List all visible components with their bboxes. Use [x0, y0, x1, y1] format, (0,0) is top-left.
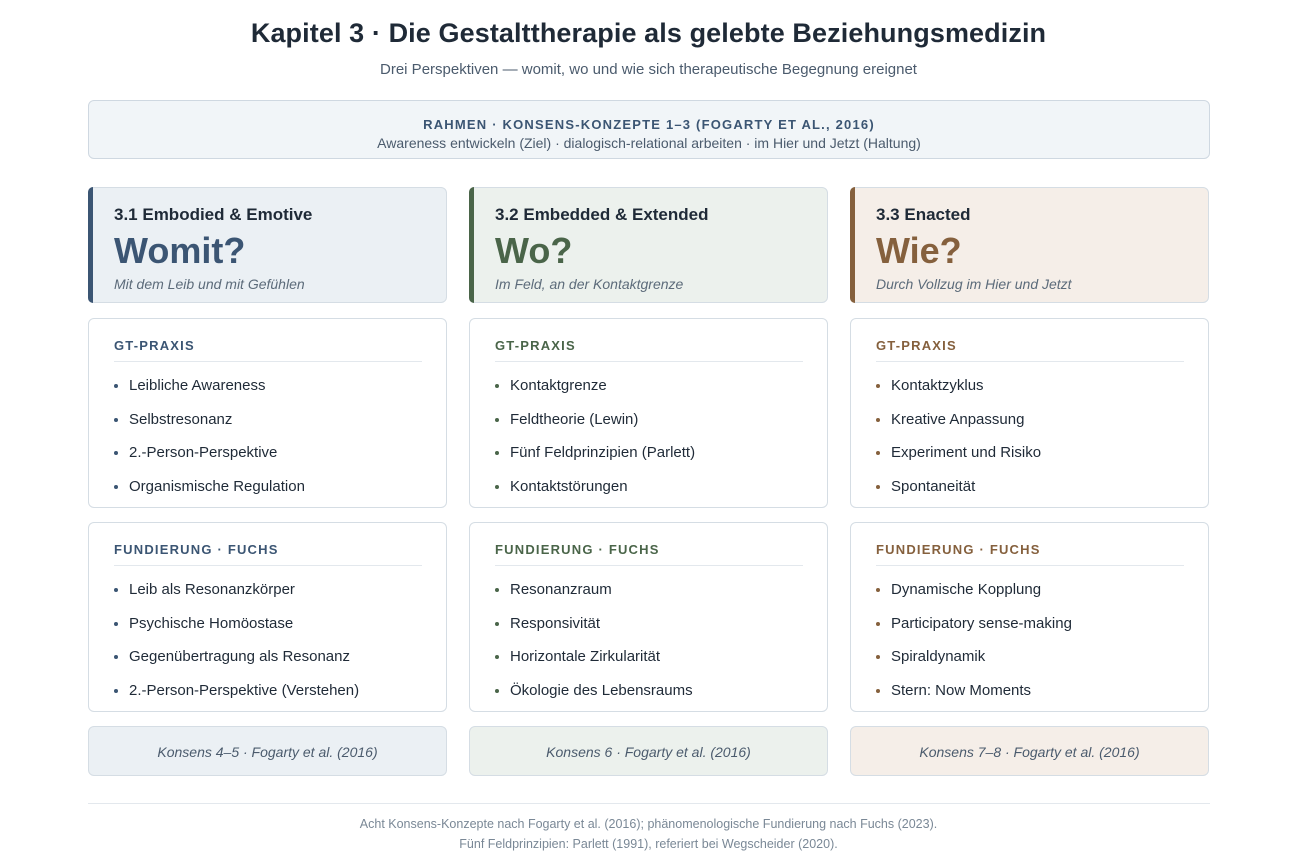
list-item-label: Ökologie des Lebensraums [510, 682, 693, 700]
bullet-icon [495, 622, 499, 626]
perspective-header [469, 187, 828, 303]
bullet-icon [114, 622, 118, 626]
practice-title: GT-PRAXIS [876, 338, 1184, 362]
consensus-footer: Konsens 6 · Fogarty et al. (2016) [469, 726, 828, 776]
list-item [495, 615, 803, 649]
page-title: Kapitel 3 · Die Gestalttherapie als gelebte Beziehungsmedizin [250, 18, 1047, 48]
list-item [114, 478, 422, 512]
list-item [495, 648, 803, 682]
list-item-label: Kontaktgrenze [510, 377, 607, 394]
list-item [114, 377, 422, 411]
bullet-icon [495, 384, 499, 388]
list-item-label: Feldtheorie (Lewin) [510, 410, 639, 428]
bullet-icon [876, 418, 880, 422]
bullet-icon [876, 485, 880, 489]
practice-title: GT-PRAXIS [114, 338, 422, 362]
list-item [114, 682, 422, 716]
list-item-label: 2.-Person-Perspektive (Verstehen) [129, 682, 360, 700]
list-item [876, 478, 1184, 512]
bullet-icon [114, 655, 118, 659]
list-item [495, 444, 803, 478]
list-item-label: Spiraldynamik [891, 648, 986, 666]
bullet-icon [876, 588, 880, 592]
list-item [495, 478, 803, 512]
practice-title: GT-PRAXIS [495, 338, 803, 362]
bullet-icon [495, 451, 499, 455]
bullet-icon [114, 485, 118, 489]
list-item-label: Resonanzraum [510, 581, 612, 598]
practice-box [88, 318, 447, 508]
list-item [876, 648, 1184, 682]
list-item-label: Psychische Homöostase [129, 614, 294, 632]
foundation-box [850, 522, 1209, 712]
practice-list [876, 377, 1184, 512]
perspective-description: Durch Vollzug im Hier und Jetzt [876, 276, 1072, 292]
bullet-icon [876, 622, 880, 626]
list-item [876, 682, 1184, 716]
accent-bar [88, 187, 93, 303]
page-subtitle: Drei Perspektiven — womit, wo und wie sich therapeutische Begegnung ereignet [380, 61, 917, 78]
perspective-header [850, 187, 1209, 303]
bullet-icon [114, 588, 118, 592]
practice-list [495, 377, 803, 512]
perspective-column [850, 187, 1209, 776]
foundation-title: FUNDIERUNG · FUCHS [876, 542, 1184, 566]
list-item [114, 581, 422, 615]
list-item [876, 444, 1184, 478]
perspective-number: 3.3 Enacted [876, 205, 971, 224]
perspective-number: 3.1 Embodied & Emotive [114, 205, 313, 224]
bullet-icon [114, 689, 118, 693]
foundation-title: FUNDIERUNG · FUCHS [495, 542, 803, 566]
bullet-icon [495, 588, 499, 592]
list-item [495, 682, 803, 716]
list-item [114, 648, 422, 682]
bullet-icon [876, 384, 880, 388]
practice-box [850, 318, 1209, 508]
list-item [114, 444, 422, 478]
perspective-column [88, 187, 447, 776]
list-item-label: Gegenübertragung als Resonanz [129, 648, 350, 666]
perspective-description: Mit dem Leib und mit Gefühlen [114, 276, 305, 292]
list-item-label: Responsivität [510, 614, 601, 632]
practice-list [114, 377, 422, 512]
list-item [876, 411, 1184, 445]
perspective-question: Wo? [495, 230, 573, 271]
list-item [876, 377, 1184, 411]
bullet-icon [495, 418, 499, 422]
accent-bar [850, 187, 855, 303]
perspective-description: Im Feld, an der Kontaktgrenze [495, 276, 684, 292]
foundation-title: FUNDIERUNG · FUCHS [114, 542, 422, 566]
list-item [114, 615, 422, 649]
list-item-label: Kontaktzyklus [891, 377, 984, 394]
bullet-icon [876, 655, 880, 659]
bullet-icon [495, 485, 499, 489]
foundation-box [88, 522, 447, 712]
bullet-icon [876, 451, 880, 455]
list-item-label: Spontaneität [891, 478, 976, 496]
foundation-list [495, 581, 803, 716]
perspective-question: Wie? [876, 230, 962, 271]
list-item [114, 411, 422, 445]
bullet-icon [876, 689, 880, 693]
list-item-label: Kontaktstörungen [510, 478, 628, 496]
list-item [495, 581, 803, 615]
source-note: Fünf Feldprinzipien: Parlett (1991), referiert bei Wegscheider (2020). [459, 837, 838, 851]
practice-box [469, 318, 828, 508]
list-item-label: Kreative Anpassung [891, 410, 1025, 428]
list-item-label: Stern: Now Moments [891, 682, 1032, 700]
list-item [495, 411, 803, 445]
list-item-label: Organismische Regulation [129, 478, 305, 496]
list-item-label: Selbstresonanz [129, 410, 233, 428]
perspective-column [469, 187, 828, 776]
list-item [876, 615, 1184, 649]
perspective-question: Womit? [114, 230, 246, 271]
list-item [876, 581, 1184, 615]
consensus-footer: Konsens 4–5 · Fogarty et al. (2016) [88, 726, 447, 776]
perspective-number: 3.2 Embedded & Extended [495, 205, 709, 224]
frame-heading: RAHMEN · KONSENS-KONZEPTE 1–3 (FOGARTY ET AL., 2016) [423, 117, 875, 132]
list-item-label: 2.-Person-Perspektive [129, 444, 278, 462]
bullet-icon [114, 451, 118, 455]
foundation-list [876, 581, 1184, 716]
list-item-label: Leibliche Awareness [129, 377, 266, 394]
list-item-label: Dynamische Kopplung [891, 581, 1042, 598]
divider [88, 803, 1210, 804]
list-item-label: Leib als Resonanzkörper [129, 581, 295, 598]
bullet-icon [495, 655, 499, 659]
bullet-icon [495, 689, 499, 693]
source-note: Acht Konsens-Konzepte nach Fogarty et al. (2016); phänomenologische Fundierung nach Fuchs (2023). [359, 817, 938, 831]
list-item-label: Participatory sense-making [891, 614, 1072, 632]
bullet-icon [114, 418, 118, 422]
accent-bar [469, 187, 474, 303]
foundation-list [114, 581, 422, 716]
list-item [495, 377, 803, 411]
list-item-label: Experiment und Risiko [891, 444, 1042, 462]
perspective-header [88, 187, 447, 303]
foundation-box [469, 522, 828, 712]
list-item-label: Fünf Feldprinzipien (Parlett) [510, 444, 696, 462]
frame-text: Awareness entwickeln (Ziel) · dialogisch-relational arbeiten · im Hier und Jetzt (Haltung) [377, 135, 921, 151]
consensus-footer: Konsens 7–8 · Fogarty et al. (2016) [850, 726, 1209, 776]
list-item-label: Horizontale Zirkularität [510, 648, 661, 666]
bullet-icon [114, 384, 118, 388]
frame-box [88, 100, 1210, 159]
